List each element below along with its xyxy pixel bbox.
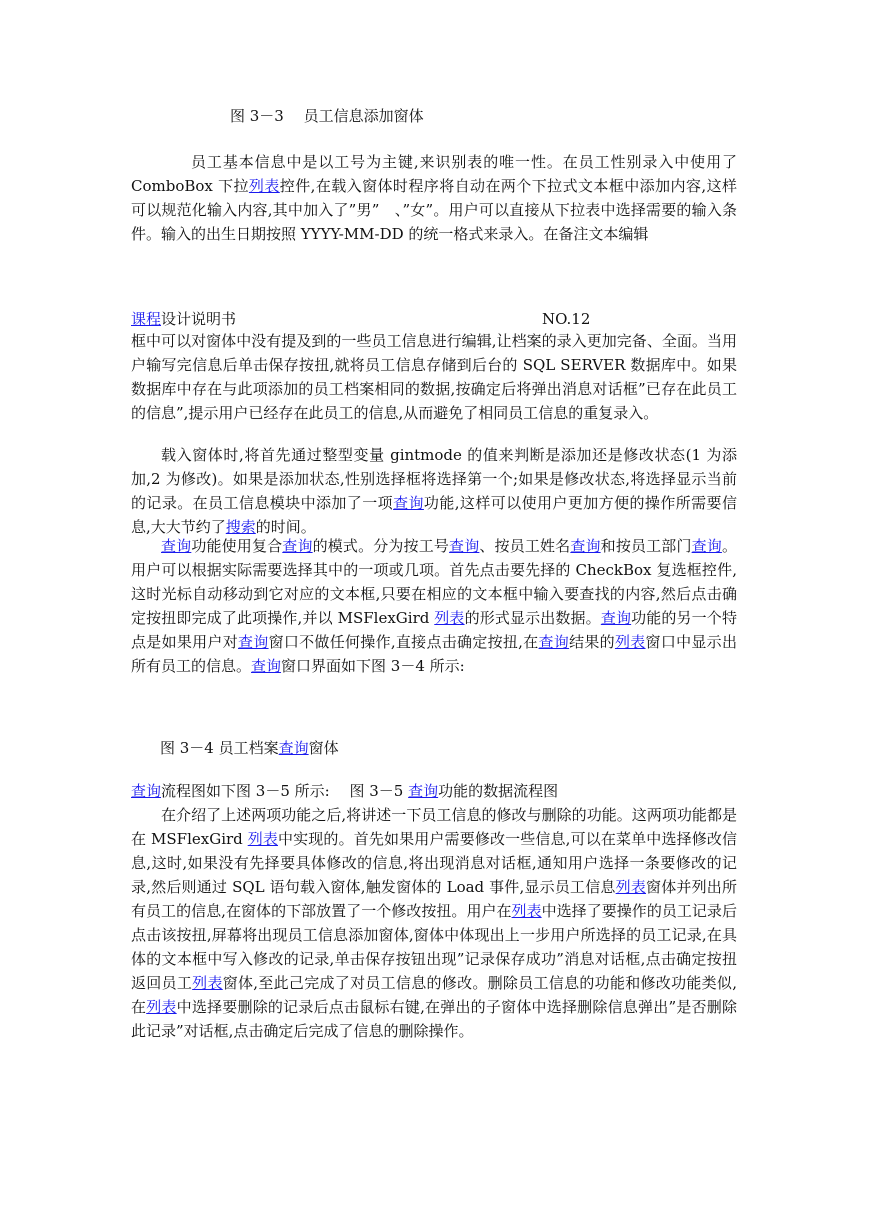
text: 。用户可以根据实际需要选择其中的一项或几项。首先点击要先择的 CheckBox 复选框控件,这时光标自动移动到它对应的文本框,只要在相应的文本框中输入要查找的内容,然后点击确定按扭即完成了此项操作,并以 MSFlexGird xyxy=(131,537,737,627)
link-query[interactable]: 查询 xyxy=(449,537,480,555)
link-list[interactable]: 列表 xyxy=(248,177,280,195)
text: 窗口界面如下图 3－4 所示: xyxy=(281,657,465,675)
text: 控件,在载入窗体时程序将自动在两个下拉式文本框中添加内容,这样可以规范化输入内容,其中加入了”男” 、”女”。用户可以直接从下拉表中选择需要的输入条件。输入的出生日期按照 YYYY-MM-DD 的统一格式来录入。在备注文本编辑 xyxy=(131,177,737,243)
text: 的模式。分为按工号 xyxy=(312,537,450,555)
text: 和按员工部门 xyxy=(600,537,692,555)
text: 流程图如下图 3－5 所示: 图 3－5 xyxy=(161,782,409,800)
link-query[interactable]: 查询 xyxy=(691,537,722,555)
text: 的形式显示出数据。 xyxy=(464,609,601,627)
text: 结果的 xyxy=(569,633,615,651)
figure-3-4-caption xyxy=(160,738,339,758)
paragraph-modify-delete xyxy=(131,803,737,1043)
text: 窗口不做任何操作,直接点击确定按扭,在 xyxy=(268,633,539,651)
link-query[interactable]: 查询 xyxy=(282,537,313,555)
link-list[interactable]: 列表 xyxy=(146,998,177,1016)
link-query[interactable]: 查询 xyxy=(538,633,570,651)
text: 员工基本信息中是以工号为主键,来识别表的唯一性。在员工性别录入中使用了 ComboBox 下拉 xyxy=(131,153,737,195)
text: 中选择了要操作的员工记录后点击该按扭,屏幕将出现员工信息添加窗体,窗体中体现出上一步用户所选择的员工记录,在具体的文本框中写入修改的记录,单击保存按钮出现”记录保存成功”消息对话框,点击确定按扭返回员工 xyxy=(131,902,737,992)
text: 载入窗体时,将首先通过整型变量 gintmode 的值来判断是添加还是修改状态(1 为添加,2 为修改)。如果是添加状态,性别选择框将选择第一个;如果是修改状态,将选择显示当前的记录。在员工信息模块中添加了一项 xyxy=(131,446,737,512)
text: 功能,这样可以使用户更加方便的操作所需要信息,大大节约了 xyxy=(131,494,737,536)
link-query[interactable]: 查询 xyxy=(600,609,632,627)
text: 窗体并列出所有员工的信息,在窗体的下部放置了一个修改按扭。用户在 xyxy=(131,878,737,920)
flowchart-caption-line xyxy=(131,780,558,802)
header-title: 设计说明书 xyxy=(161,310,237,328)
link-query[interactable]: 查询 xyxy=(251,657,282,675)
text: 在介绍了上述两项功能之后,将讲述一下员工信息的修改与删除的功能。这两项功能都是在 MSFlexGird xyxy=(131,806,737,848)
link-list[interactable]: 列表 xyxy=(615,878,647,896)
text: 功能使用复合 xyxy=(191,537,283,555)
text: 、按员工姓名 xyxy=(479,537,571,555)
paragraph-query-function xyxy=(131,534,737,678)
link-query[interactable]: 查询 xyxy=(408,782,439,800)
text: 窗口中显示出所有员工的信息。 xyxy=(131,633,737,675)
link-list[interactable]: 列表 xyxy=(614,633,646,651)
link-query[interactable]: 查询 xyxy=(278,739,309,757)
link-query[interactable]: 查询 xyxy=(570,537,601,555)
link-search[interactable]: 搜索 xyxy=(225,518,256,536)
link-list[interactable]: 列表 xyxy=(434,609,465,627)
text: 功能的数据流程图 xyxy=(438,782,559,800)
text: 窗体,至此己完成了对员工信息的修改。删除员工信息的功能和修改功能类似,在 xyxy=(131,974,737,1016)
link-query[interactable]: 查询 xyxy=(393,494,424,512)
text: 功能的另一个特点是如果用户对 xyxy=(131,609,737,651)
text: 中实现的。首先如果用户需要修改一些信息,可以在菜单中选择修改信息,这时,如果没有先择要具体修改的信息,将出现消息对话框,通知用户选择一条要修改的记录,然后则通过 SQL 语句载入窗体,触发窗体的 Load 事件,显示员工信息 xyxy=(131,830,738,896)
text: 的时间。 xyxy=(255,518,316,536)
paragraph-load-form xyxy=(131,443,737,539)
link-list[interactable]: 列表 xyxy=(247,830,278,848)
text: 中选择要删除的记录后点击鼠标右键,在弹出的子窗体中选择删除信息弹出”是否删除此记录”对话框,点击确定后完成了信息的删除操作。 xyxy=(131,998,737,1040)
page-number: NO.12 xyxy=(542,310,591,328)
paragraph-continued xyxy=(131,329,737,425)
text: 图 3－4 员工档案 xyxy=(160,739,279,757)
paragraph-employee-info xyxy=(131,150,737,246)
link-query[interactable]: 查询 xyxy=(161,537,192,555)
text: 框中可以对窗体中没有提及到的一些员工信息进行编辑,让档案的录入更加完备、全面。当用户输写完信息后单击保存按扭,就将员工信息存储到后台的 SQL SERVER 数据库中。如果数据库中存在与此项添加的员工档案相同的数据,按确定后将弹出消息对话框”已存在此员工的信息”,提示用户已经存在此员工的信息,从而避免了相同员工信息的重复录入。 xyxy=(131,332,737,422)
link-list[interactable]: 列表 xyxy=(192,974,223,992)
link-course[interactable]: 课程 xyxy=(131,310,162,328)
text: 窗体 xyxy=(308,739,339,757)
link-query[interactable]: 查询 xyxy=(131,782,162,800)
page-header xyxy=(131,308,737,330)
link-query[interactable]: 查询 xyxy=(238,633,269,651)
figure-3-3-caption: 图 3－3 员工信息添加窗体 xyxy=(230,107,424,125)
link-list[interactable]: 列表 xyxy=(511,902,542,920)
